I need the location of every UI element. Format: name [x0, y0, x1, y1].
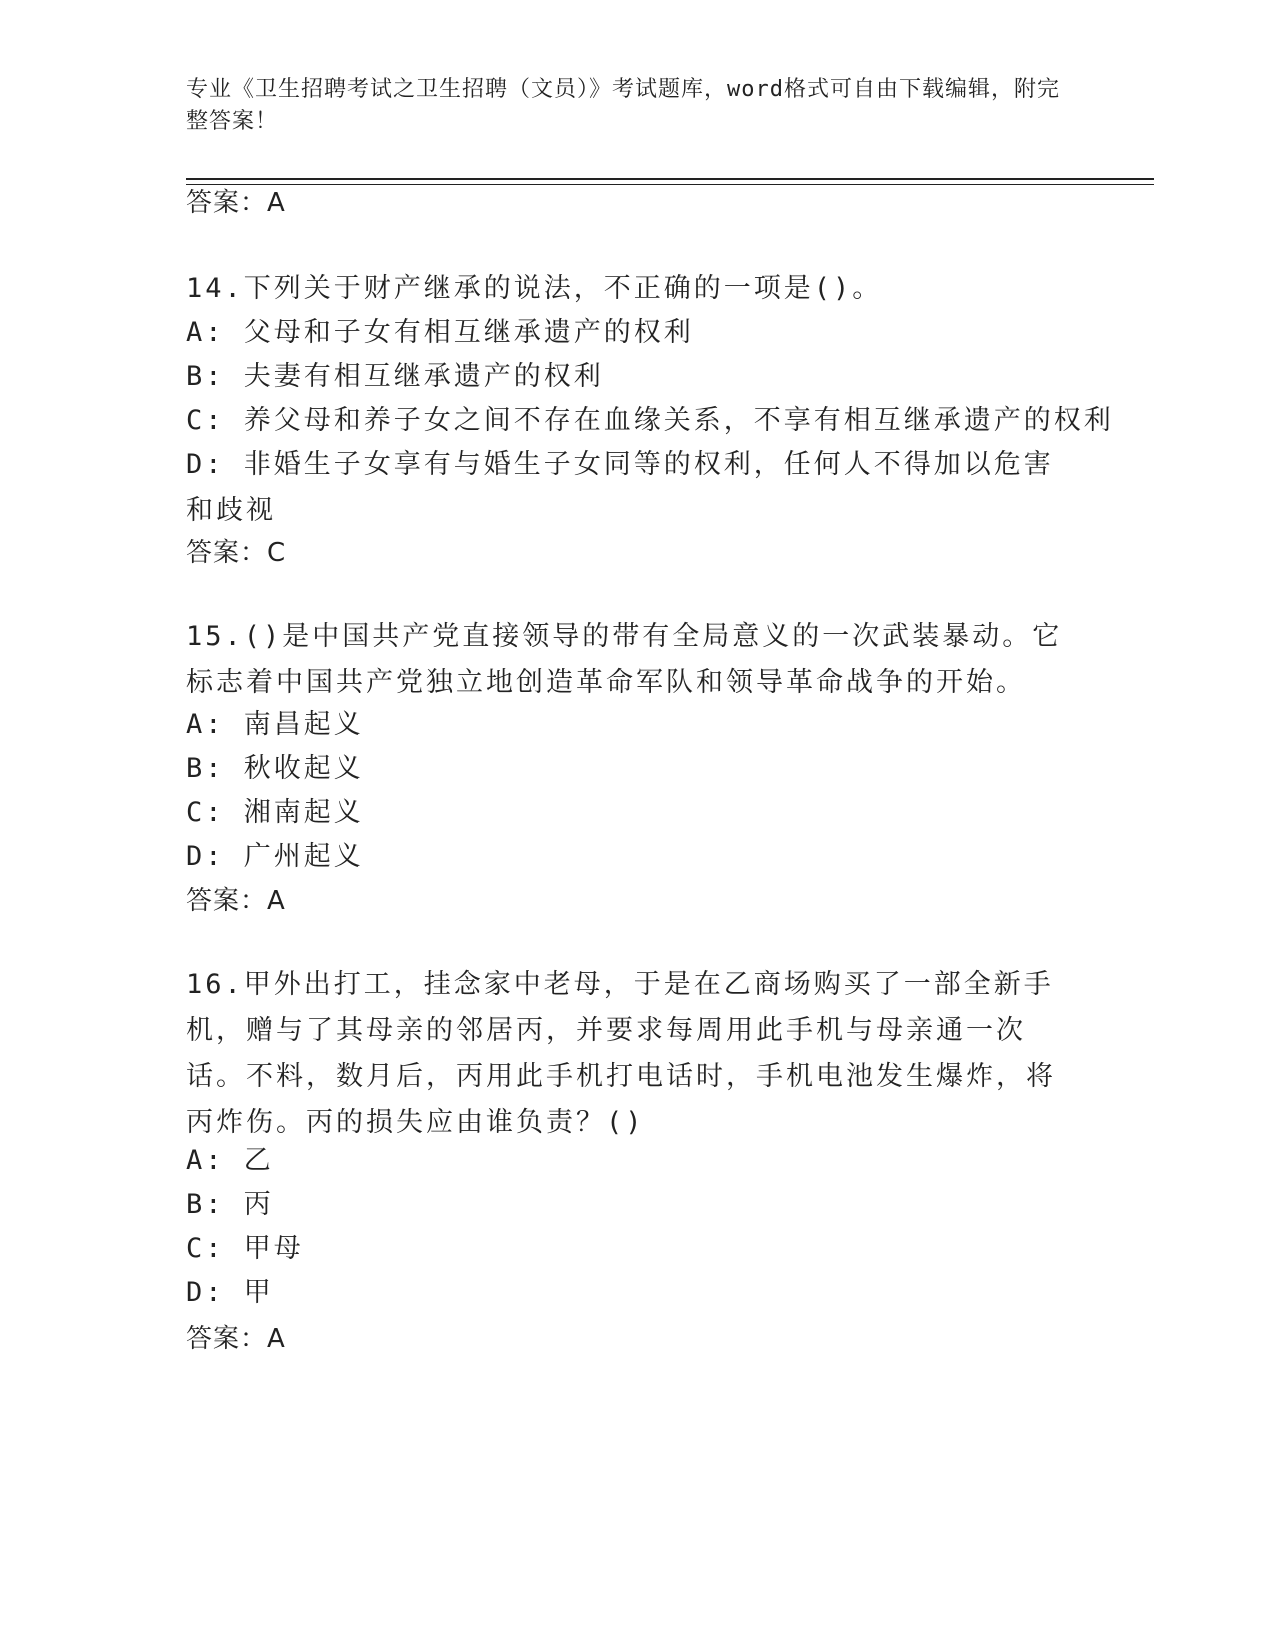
answer-q13: 答案：A [186, 188, 286, 218]
question-16-option-b: B: 丙 [186, 1189, 274, 1220]
header-divider-thin [186, 184, 1154, 185]
question-15-option-c: C: 湘南起义 [186, 797, 364, 828]
answer-q15: 答案：A [186, 886, 286, 916]
question-15-option-d: D: 广州起义 [186, 841, 364, 872]
question-16-option-c: C: 甲母 [186, 1233, 304, 1264]
question-16-option-d: D: 甲 [186, 1277, 274, 1308]
question-16-option-a: A: 乙 [186, 1145, 274, 1176]
question-16-stem: 16.甲外出打工，挂念家中老母，于是在乙商场购买了一部全新手机，赠与了其母亲的邻居丙，并要求每周用此手机与母亲通一次话。不料，数月后，丙用此手机打电话时，手机电池发生爆炸，将丙炸伤。丙的损失应由谁负责？() [186, 969, 1056, 1138]
document-header: 专业《卫生招聘考试之卫生招聘（文员）》考试题库，word格式可自由下载编辑，附完整答案！ [186, 77, 1060, 134]
answer-q14: 答案：C [186, 538, 287, 568]
question-14-option-c: C: 养父母和养子女之间不存在血缘关系，不享有相互继承遗产的权利 [186, 405, 1114, 436]
question-14-option-d: D: 非婚生子女享有与婚生子女同等的权利，任何人不得加以危害和歧视 [186, 449, 1054, 526]
question-14-stem: 14.下列关于财产继承的说法，不正确的一项是()。 [186, 273, 883, 304]
question-14-option-b: B: 夫妻有相互继承遗产的权利 [186, 361, 604, 392]
question-14-option-a: A: 父母和子女有相互继承遗产的权利 [186, 317, 694, 348]
header-divider-thick [186, 178, 1154, 180]
question-15-stem: 15.()是中国共产党直接领导的带有全局意义的一次武装暴动。它标志着中国共产党独立地创造革命军队和领导革命战争的开始。 [186, 621, 1063, 698]
question-15-option-a: A: 南昌起义 [186, 709, 364, 740]
question-15-option-b: B: 秋收起义 [186, 753, 364, 784]
answer-q16: 答案：A [186, 1324, 286, 1354]
